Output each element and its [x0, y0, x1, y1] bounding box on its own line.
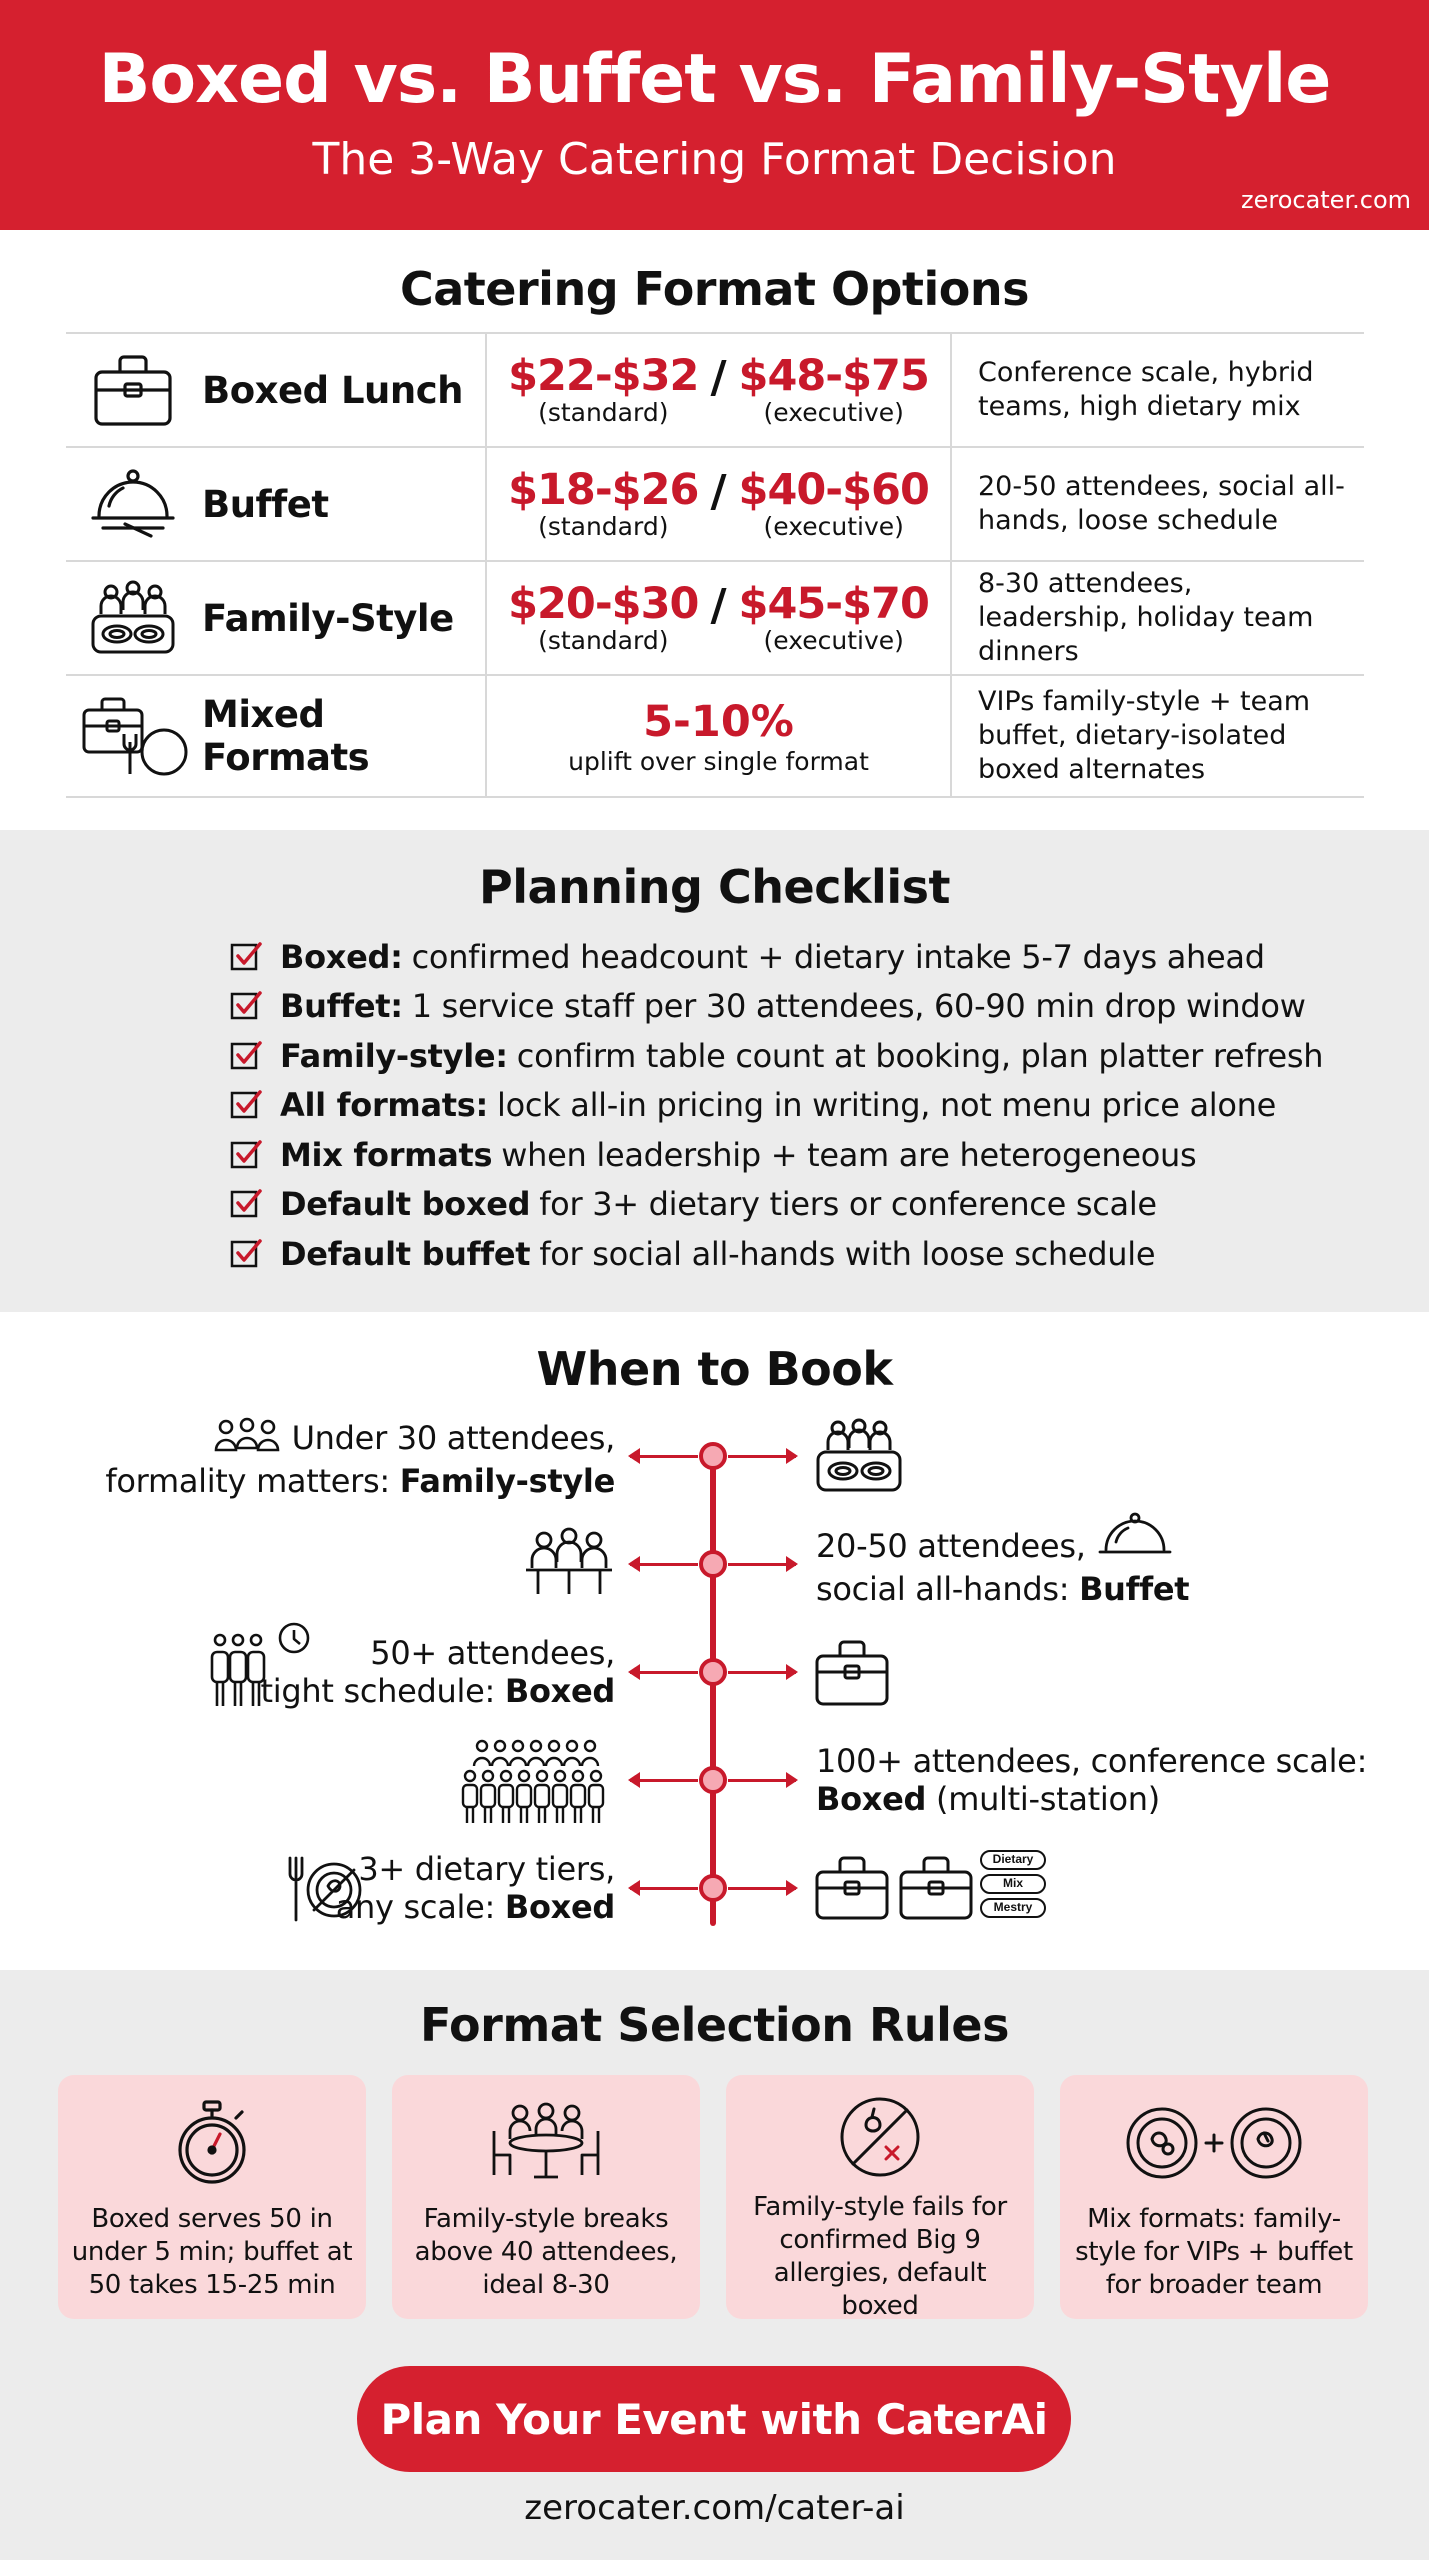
- checklist-item-text: confirm table count at booking, plan platter refresh: [516, 1036, 1324, 1075]
- list-item: [230, 1229, 1323, 1279]
- executive-label: (executive): [763, 626, 904, 655]
- no-allergen-icon: [832, 2095, 928, 2179]
- list-item: [230, 1081, 1323, 1131]
- rule-card: [726, 2075, 1034, 2319]
- lunchbox-icon: [814, 1636, 890, 1713]
- checkbox-checked-icon: [230, 1040, 262, 1072]
- entry-line2: any scale:: [335, 1888, 505, 1926]
- timeline-entry: [816, 1742, 1367, 1818]
- family-table-icon: [814, 1418, 904, 1499]
- rule-card: [58, 2075, 366, 2319]
- arrow-right: [728, 1671, 796, 1674]
- checklist-item-bold: Mix formats: [280, 1135, 493, 1174]
- list-item: [230, 1130, 1323, 1180]
- dietary-tags: [980, 1850, 1046, 1918]
- format-name: Boxed Lunch: [202, 368, 463, 412]
- rules-cards: [58, 2075, 1368, 2319]
- best-for-cell: Conference scale, hybrid teams, high dietary mix: [978, 357, 1314, 422]
- entry-line1: 20-50 attendees,: [816, 1527, 1086, 1565]
- options-title: Catering Format Options: [400, 262, 1029, 316]
- price-cell: [487, 448, 952, 560]
- checkbox-checked-icon: [230, 1238, 262, 1270]
- timeline-dot: [699, 1766, 727, 1794]
- executive-label: (executive): [763, 512, 904, 541]
- header-domain: zerocater.com: [1240, 186, 1411, 214]
- rule-text: Family-style breaks above 40 attendees, ideal 8-30: [414, 2204, 678, 2300]
- rules-title: Format Selection Rules: [419, 1998, 1010, 2052]
- lunchbox-icon: [814, 1852, 890, 1927]
- executive-price: $48-$75: [738, 351, 929, 401]
- price-cell: [487, 562, 952, 674]
- price-divider: /: [710, 580, 727, 631]
- rule-text: Mix formats: family-style for VIPs + buffet for broader team: [1075, 2204, 1353, 2300]
- checkbox-checked-icon: [230, 1089, 262, 1121]
- uplift-value: 5-10%: [643, 696, 794, 747]
- format-name: Mixed Formats: [202, 693, 370, 779]
- list-item: [230, 1180, 1323, 1230]
- standard-label: (standard): [538, 512, 669, 541]
- list-item: [230, 932, 1323, 982]
- dietary-tag: Mestry: [980, 1898, 1046, 1918]
- header-banner: [0, 0, 1429, 230]
- format-name: Buffet: [202, 482, 329, 526]
- entry-line2: social all-hands:: [816, 1570, 1080, 1608]
- arrow-right: [728, 1455, 796, 1458]
- arrow-right: [728, 1563, 796, 1566]
- checklist-title: Planning Checklist: [479, 860, 950, 914]
- entry-line1: 50+ attendees,: [370, 1634, 615, 1672]
- timeline-axis: [710, 1446, 716, 1926]
- dietary-tag: Mix: [980, 1874, 1046, 1894]
- timeline-entry: [816, 1526, 1189, 1608]
- page-title: Boxed vs. Buffet vs. Family-Style: [98, 40, 1331, 119]
- entry-format: Family-style: [399, 1462, 615, 1500]
- checklist-item-text: lock all-in pricing in writing, not menu price alone: [497, 1086, 1277, 1125]
- when-to-book-section: [0, 1310, 1429, 1970]
- timeline-dot: [699, 1874, 727, 1902]
- standard-price: $18-$26: [508, 465, 699, 515]
- checkbox-checked-icon: [230, 1188, 262, 1220]
- executive-price: $45-$70: [738, 579, 929, 629]
- timeline-title: When to Book: [536, 1342, 893, 1396]
- entry-format: Buffet: [1079, 1570, 1190, 1608]
- price-cell: [487, 676, 952, 796]
- standard-price: $20-$30: [508, 579, 699, 629]
- planning-checklist: [230, 932, 1323, 1279]
- checklist-item-text: when leadership + team are heterogeneous: [501, 1135, 1197, 1174]
- price-cell: [487, 334, 952, 446]
- timeline-entry: [261, 1634, 615, 1710]
- best-for-cell: 8-30 attendees, leadership, holiday team dinners: [978, 568, 1314, 667]
- cloche-icon: [86, 462, 180, 546]
- small-group-icon: [212, 1418, 282, 1462]
- best-for-cell: 20-50 attendees, social all-hands, loose schedule: [978, 471, 1345, 536]
- rule-text: Boxed serves 50 in under 5 min; buffet at 50 takes 15-25 min: [71, 2204, 353, 2300]
- meeting-group-icon: [524, 1528, 614, 1603]
- timeline-entry: [336, 1850, 615, 1926]
- list-item: [230, 1031, 1323, 1081]
- checkbox-checked-icon: [230, 990, 262, 1022]
- lunchbox-icon: [86, 348, 180, 432]
- price-divider: /: [710, 466, 727, 517]
- checklist-item-text: confirmed headcount + dietary intake 5-7 days ahead: [411, 937, 1265, 976]
- arrow-left: [630, 1563, 698, 1566]
- standard-price: $22-$32: [508, 351, 699, 401]
- checklist-item-bold: Family-style:: [280, 1036, 508, 1075]
- table-row: [66, 562, 1364, 676]
- entry-format: Boxed: [504, 1888, 615, 1926]
- best-for-cell: VIPs family-style + team buffet, dietary-isolated boxed alternates: [978, 686, 1311, 785]
- large-crowd-icon: [460, 1738, 618, 1833]
- standard-label: (standard): [538, 626, 669, 655]
- table-row: [66, 334, 1364, 448]
- rule-card: [392, 2075, 700, 2319]
- entry-format: Boxed: [816, 1780, 927, 1818]
- page-subtitle: The 3-Way Catering Format Decision: [312, 134, 1117, 185]
- rule-card: [1060, 2075, 1368, 2319]
- entry-format: Boxed: [504, 1672, 615, 1710]
- format-name: Family-Style: [202, 596, 454, 640]
- options-table: [66, 332, 1364, 798]
- checklist-item-bold: Default buffet: [280, 1234, 531, 1273]
- standard-label: (standard): [538, 398, 669, 427]
- mixed-formats-icon: [80, 694, 190, 778]
- executive-price: $40-$60: [738, 465, 929, 515]
- arrow-left: [630, 1779, 698, 1782]
- arrow-right: [728, 1779, 796, 1782]
- entry-line1: Under 30 attendees,: [291, 1419, 615, 1457]
- lunchbox-icon: [898, 1852, 974, 1927]
- arrow-left: [630, 1671, 698, 1674]
- footer-link[interactable]: zerocater.com/cater-ai: [524, 2488, 905, 2528]
- rule-text: Family-style fails for confirmed Big 9 allergies, default boxed: [753, 2192, 1007, 2321]
- table-row: [66, 676, 1364, 798]
- arrow-left: [630, 1887, 698, 1890]
- checklist-item-bold: Buffet:: [280, 987, 403, 1026]
- family-table-icon: [86, 576, 180, 660]
- timeline-dot: [699, 1658, 727, 1686]
- checklist-item-text: 1 service staff per 30 attendees, 60-90 min drop window: [411, 987, 1306, 1026]
- entry-line2: (multi-station): [926, 1780, 1160, 1818]
- timeline-entry: [105, 1418, 615, 1500]
- timeline-dot: [699, 1442, 727, 1470]
- plan-event-button[interactable]: Plan Your Event with CaterAi: [357, 2366, 1071, 2472]
- checklist-item-bold: All formats:: [280, 1086, 489, 1125]
- table-row: [66, 448, 1364, 562]
- entry-line2: formality matters:: [105, 1462, 400, 1500]
- executive-label: (executive): [763, 398, 904, 427]
- checklist-item-text: for 3+ dietary tiers or conference scale: [539, 1185, 1157, 1224]
- format-cell: [66, 448, 487, 560]
- arrow-left: [630, 1455, 698, 1458]
- format-cell: [66, 676, 487, 796]
- checklist-item-bold: Boxed:: [280, 937, 403, 976]
- stopwatch-icon: [164, 2095, 260, 2191]
- timeline-dot: [699, 1550, 727, 1578]
- entry-line2: tight schedule:: [260, 1672, 505, 1710]
- plates-plus-icon: [1124, 2095, 1304, 2191]
- checkbox-checked-icon: [230, 1139, 262, 1171]
- entry-line1: 3+ dietary tiers,: [358, 1850, 615, 1888]
- checklist-item-text: for social all-hands with loose schedule: [539, 1234, 1156, 1273]
- uplift-label: uplift over single format: [568, 746, 869, 776]
- format-cell: [66, 334, 487, 446]
- dining-table-icon: [498, 2095, 594, 2191]
- dietary-tag: Dietary: [980, 1850, 1046, 1870]
- format-cell: [66, 562, 487, 674]
- arrow-right: [728, 1887, 796, 1890]
- checklist-item-bold: Default boxed: [280, 1185, 531, 1224]
- checkbox-checked-icon: [230, 941, 262, 973]
- cloche-icon: [1098, 1512, 1172, 1570]
- price-divider: /: [710, 352, 727, 403]
- list-item: [230, 982, 1323, 1032]
- entry-line1: 100+ attendees, conference scale:: [816, 1742, 1368, 1780]
